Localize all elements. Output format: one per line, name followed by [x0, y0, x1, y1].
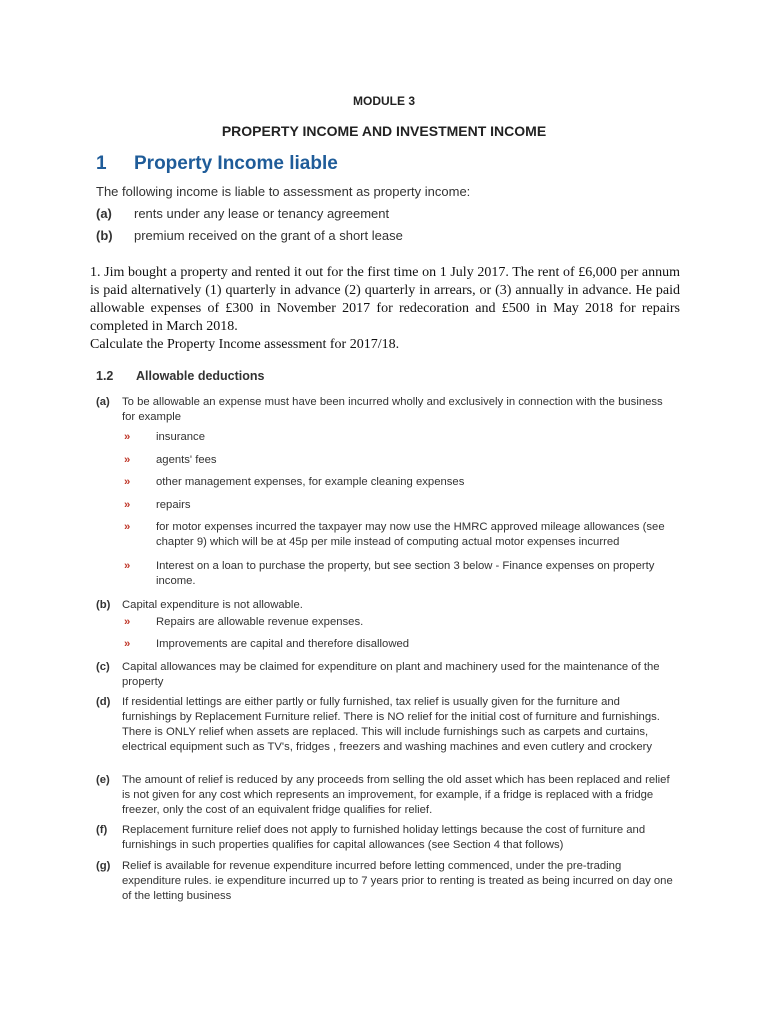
deduction-label: (e)	[96, 774, 110, 786]
bullet-item	[124, 453, 674, 468]
deduction-text: The amount of relief is reduced by any proceeds from selling the old asset which has been replaced and relief is not given for any cost which represents an improvement, for example, if a fridge is replaced with a fridge freezer, only the cost of an equivalent fridge qualifies for relief.	[122, 774, 670, 816]
deduction-a	[96, 395, 676, 425]
deduction-label: (c)	[96, 661, 110, 673]
bullet-icon: »	[124, 476, 131, 488]
bullet-text: insurance	[156, 431, 205, 443]
question-body: 1. Jim bought a property and rented it out for the first time on 1 July 2017. The rent of £6,000 per annum is paid alternatively (1) quarterly in advance (2) quarterly in arrears, or (3) annually in advance. He paid allowable expenses of £300 in November 2017 for redecoration and £500 in May 2018 for repairs completed in March 2018.	[90, 265, 680, 334]
liable-item-text: rents under any lease or tenancy agreement	[134, 206, 390, 221]
bullet-icon: »	[124, 521, 131, 533]
section-1-number: 1	[96, 153, 107, 174]
bullet-icon: »	[124, 560, 131, 572]
deduction-e	[96, 773, 676, 818]
deduction-d	[96, 695, 676, 755]
deduction-label: (a)	[96, 396, 110, 408]
question-block	[90, 264, 680, 354]
bullet-item	[124, 498, 674, 513]
section-1-title: Property Income liable	[134, 153, 338, 174]
bullet-item	[124, 520, 674, 550]
deduction-text: Capital expenditure is not allowable.	[122, 599, 303, 611]
deduction-f	[96, 823, 676, 853]
deduction-text: Capital allowances may be claimed for expenditure on plant and machinery used for the maintenance of the property	[122, 661, 660, 688]
bullet-icon: »	[124, 499, 131, 511]
section-1-2-number: 1.2	[96, 369, 114, 383]
liable-item-text: premium received on the grant of a short lease	[134, 228, 403, 243]
liable-item-a	[96, 206, 389, 221]
deduction-text: To be allowable an expense must have been incurred wholly and exclusively in connection with the business for example	[122, 396, 663, 423]
liable-intro: The following income is liable to assessment as property income:	[96, 184, 471, 199]
deduction-label: (f)	[96, 824, 108, 836]
bullet-item	[124, 430, 674, 445]
section-1-2-heading	[96, 369, 265, 383]
deduction-g	[96, 859, 676, 904]
deduction-text: Replacement furniture relief does not apply to furnished holiday lettings because the cost of furniture and furnishings in such properties qualifies for capital allowances (see Section 4 that follows)	[122, 824, 646, 851]
section-1-2-title: Allowable deductions	[136, 369, 265, 383]
bullet-item	[124, 559, 674, 589]
deduction-b	[96, 598, 676, 613]
deduction-c	[96, 660, 676, 690]
deduction-text: Relief is available for revenue expenditure incurred before letting commenced, under the pre-trading expenditure rules. ie expenditure incurred up to 7 years prior to renting is treated as being incurred on day one of the letting business	[122, 860, 673, 902]
page-heading: PROPERTY INCOME AND INVESTMENT INCOME	[221, 123, 547, 139]
bullet-text: repairs	[156, 499, 191, 511]
deduction-label: (d)	[96, 696, 111, 708]
section-1-heading	[96, 153, 338, 175]
bullet-icon: »	[124, 431, 131, 443]
bullet-text: Improvements are capital and therefore disallowed	[156, 638, 410, 650]
liable-item-label: (b)	[96, 228, 113, 243]
bullet-icon: »	[124, 616, 131, 628]
bullet-text: other management expenses, for example cleaning expenses	[156, 476, 465, 488]
bullet-item	[124, 475, 674, 490]
bullet-text: agents' fees	[156, 454, 217, 466]
module-title: MODULE 3	[352, 94, 415, 108]
liable-item-b	[96, 228, 403, 243]
deduction-label: (b)	[96, 599, 111, 611]
bullet-icon: »	[124, 454, 131, 466]
liable-item-label: (a)	[96, 206, 112, 221]
bullet-text: Interest on a loan to purchase the property, but see section 3 below - Finance expenses on property income.	[156, 560, 655, 587]
bullet-text: Repairs are allowable revenue expenses.	[156, 616, 364, 628]
bullet-item	[124, 637, 674, 652]
deduction-label: (g)	[96, 860, 111, 872]
bullet-item	[124, 615, 674, 630]
question-ask: Calculate the Property Income assessment for 2017/18.	[90, 337, 400, 352]
deduction-text: If residential lettings are either partly or fully furnished, tax relief is usually given for the furniture and furnishings by Replacement Furniture relief. There is NO relief for the initial cost of furniture and furnishings. There is ONLY relief when assets are replaced. This will include furnishings such as carpets and curtains, electrical equipment such as TV's, fridges , freezers and washing machines and even cutlery and crockery	[122, 696, 660, 753]
bullet-text: for motor expenses incurred the taxpayer may now use the HMRC approved mileage allowances (see chapter 9) which will be at 45p per mile instead of computing actual motor expenses incurred	[156, 521, 665, 548]
bullet-icon: »	[124, 638, 131, 650]
